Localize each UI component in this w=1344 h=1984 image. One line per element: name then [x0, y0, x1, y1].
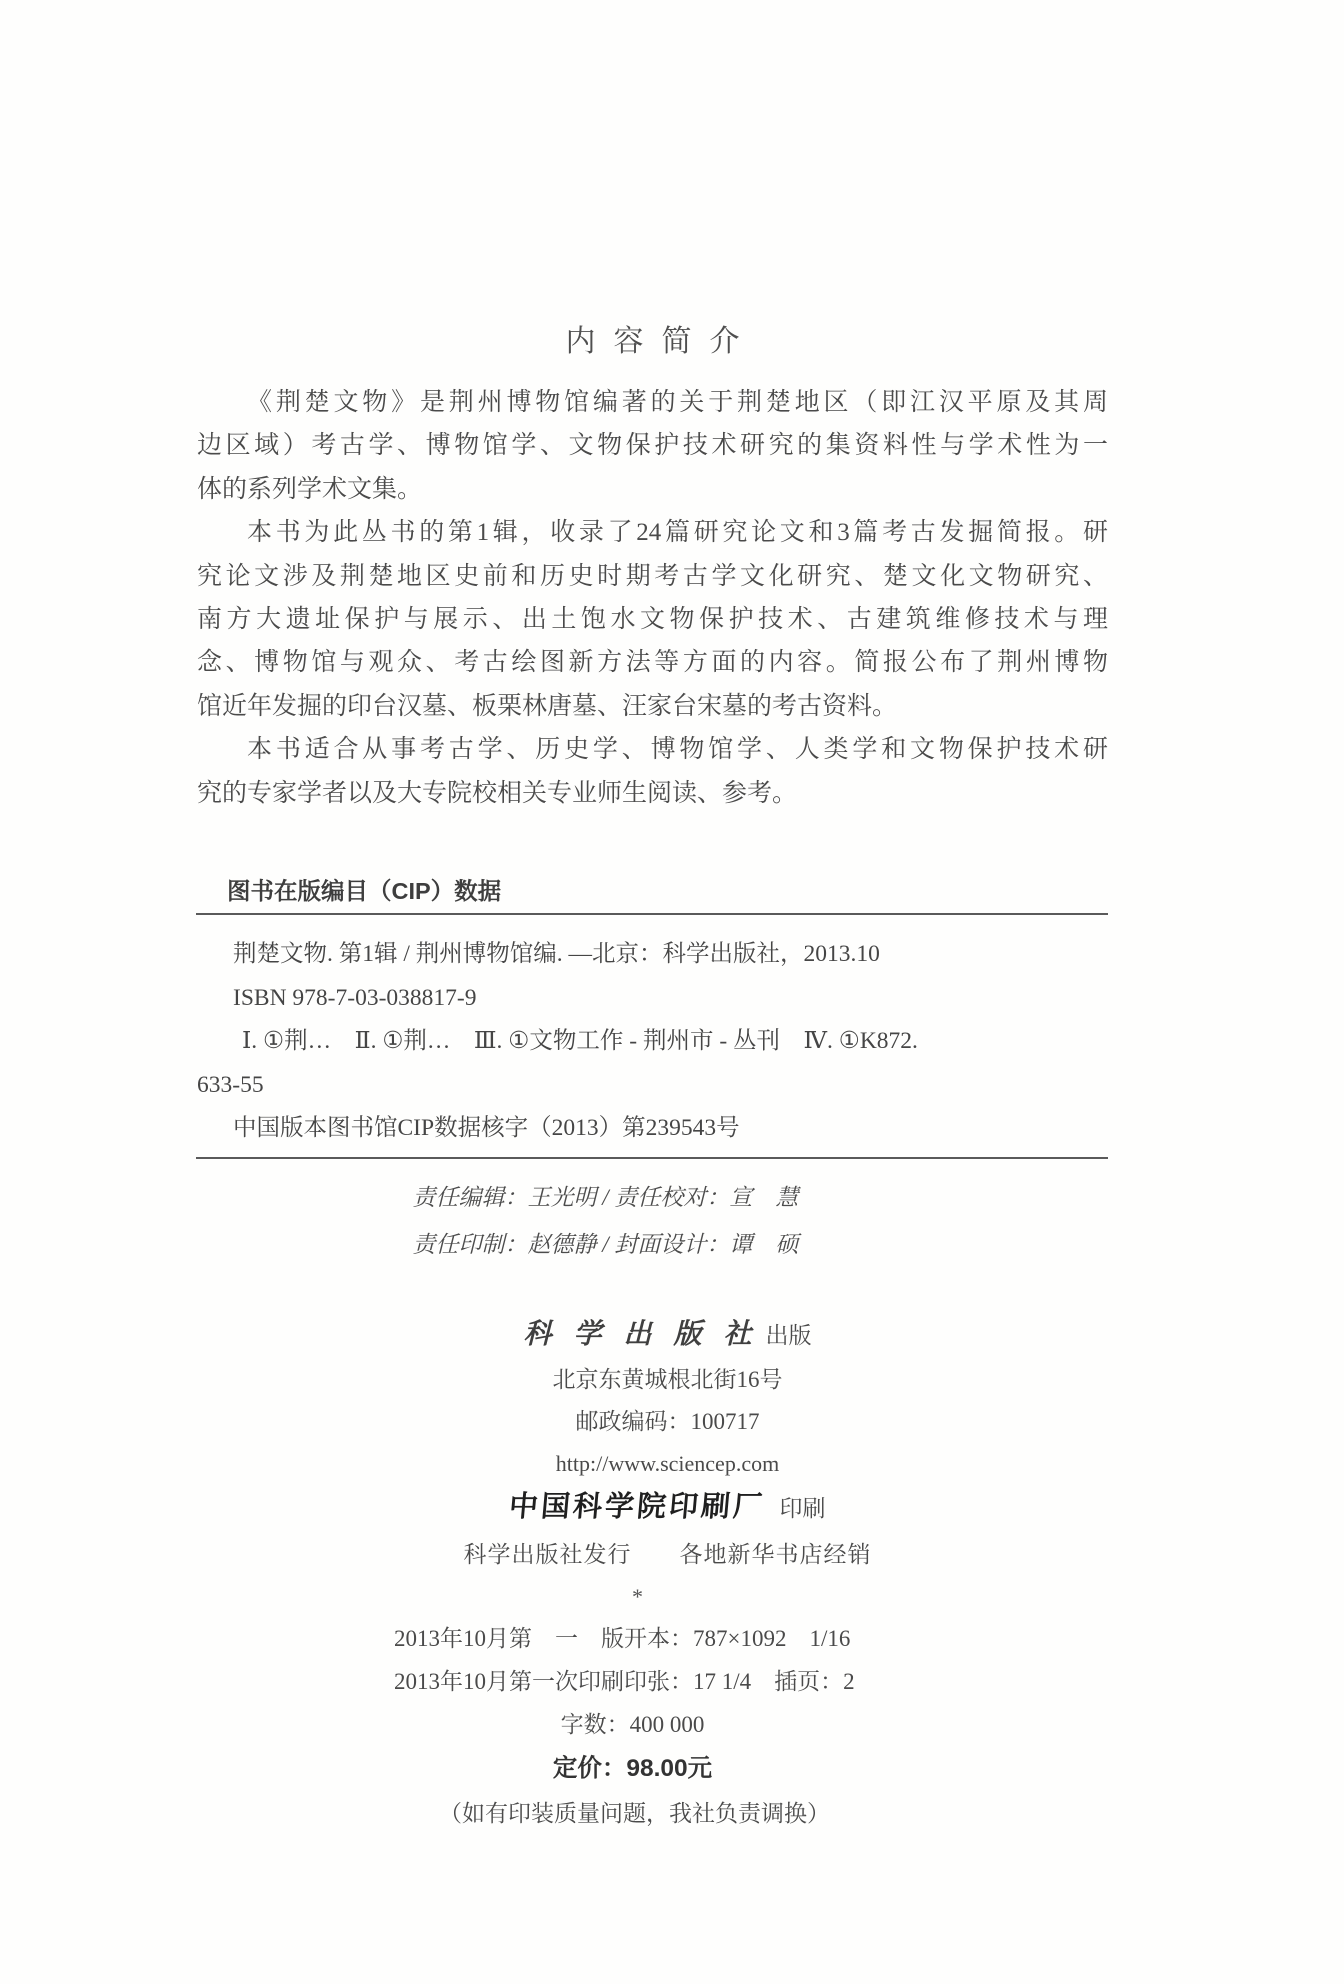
publisher-website: http://www.sciencep.com	[555, 1451, 780, 1476]
publisher-brand-line	[212, 1312, 1123, 1359]
staff-line-editors: 责任编辑：王光明 / 责任校对：宣 慧	[412, 1185, 799, 1210]
separator-star: *	[632, 1584, 643, 1609]
impression-statement: 2013年10月第一次印刷	[394, 1669, 624, 1694]
intro-line: 究论文涉及荆楚地区史前和历史时期考古学文化研究、楚文化文物研究、	[197, 562, 1108, 590]
distribution-line: 科学出版社发行 各地新华书店经销	[463, 1542, 872, 1567]
intro-line: 本书适合从事考古学、历史学、博物馆学、人类学和文物保护技术研	[247, 736, 1108, 764]
printer-logo-text: 中国科学院印刷厂	[508, 1491, 767, 1523]
intro-line: 究的专家学者以及大专院校相关专业师生阅读、参考。	[197, 779, 798, 807]
intro-line: 馆近年发掘的印台汉墓、板栗林唐墓、汪家台宋墓的考古资料。	[197, 692, 898, 720]
cip-divider-bottom	[196, 1157, 1108, 1159]
printer-line	[212, 1484, 1123, 1532]
impression-row	[394, 1660, 855, 1703]
cip-divider-top	[196, 913, 1108, 915]
intro-line: 念、博物馆与观众、考古绘图新方法等方面的内容。简报公布了荆州博物	[197, 649, 1108, 677]
intro-line: 边区域）考古学、博物馆学、文物保护技术研究的集资料性与学术性为一	[197, 432, 1108, 460]
publisher-postcode: 邮政编码：100717	[575, 1409, 760, 1434]
staff-line-printing: 责任印制：赵德静 / 封面设计：谭 硕	[412, 1232, 799, 1257]
price: 定价：98.00元	[552, 1755, 713, 1782]
cip-title-line: 荆楚文物. 第1辑 / 荆州博物馆编. —北京：科学出版社，2013.10	[233, 941, 880, 967]
intro-line: 《荆楚文物》是荆州博物馆编著的关于荆楚地区（即江汉平原及其周	[247, 389, 1108, 416]
cip-heading: 图书在版编目（CIP）数据	[227, 878, 502, 904]
edition-statement: 2013年10月第 一 版	[394, 1626, 624, 1651]
staff-credits	[150, 1174, 1061, 1268]
intro-paragraphs	[197, 381, 1108, 815]
intro-title: 内容简介	[565, 325, 758, 358]
format-statement: 开本：787×1092 1/16	[624, 1626, 851, 1651]
printer-suffix: 印刷	[779, 1496, 826, 1521]
word-count: 字数：400 000	[560, 1712, 705, 1737]
cip-class-cont: 633-55	[197, 1071, 264, 1098]
cip-isbn-line: ISBN 978-7-03-038817-9	[233, 984, 477, 1011]
publisher-logo-text: 科学出版社	[523, 1319, 774, 1350]
intro-line: 南方大遗址保护与展示、出土饱水文物保护技术、古建筑维修技术与理	[197, 606, 1108, 634]
edition-row	[394, 1617, 851, 1660]
cip-block	[197, 933, 1108, 1151]
cip-class-line: Ⅰ. ①荆… Ⅱ. ①荆… Ⅲ. ①文物工作 - 荆州市 - 丛刊 Ⅳ. ①K872.	[242, 1028, 918, 1054]
publisher-address: 北京东黄城根北街16号	[552, 1367, 783, 1392]
cip-record-line: 中国版本图书馆CIP数据核字（2013）第239543号	[233, 1115, 740, 1141]
intro-line: 本书为此丛书的第1辑，收录了24篇研究论文和3篇考古发掘简报。研	[247, 519, 1108, 547]
intro-line: 体的系列学术文集。	[197, 475, 423, 503]
sheets-statement: 印张：17 1/4 插页：2	[624, 1669, 855, 1694]
publisher-brand-suffix: 出版	[765, 1323, 812, 1348]
quality-note: （如有印装质量问题，我社负责调换）	[439, 1801, 830, 1826]
publisher-block	[197, 1312, 1108, 1837]
